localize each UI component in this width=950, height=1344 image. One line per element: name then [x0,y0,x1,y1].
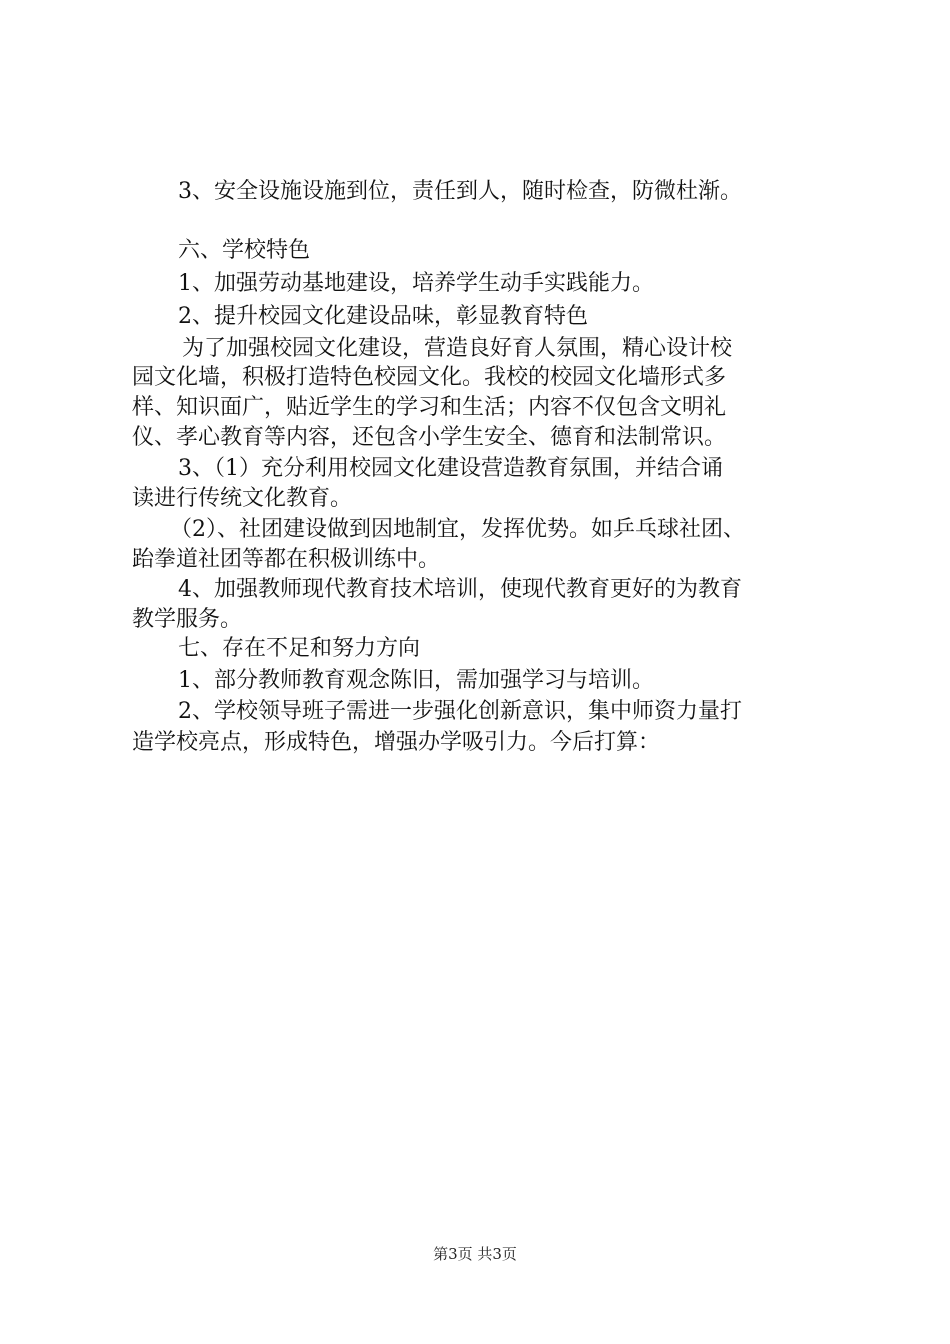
text-line: 样、知识面广，贴近学生的学习和生活；内容不仅包含文明礼 [132,395,727,420]
text-line: 读进行传统文化教育。 [132,486,353,511]
page-footer: 第3页 共3页 [433,1245,517,1263]
text-line: 2、学校领导班子需进一步强化创新意识，集中师资力量打 [178,699,742,724]
text-line: 1、部分教师教育观念陈旧，需加强学习与培训。 [178,668,654,693]
text-line: 跆拳道社团等都在积极训练中。 [132,547,441,572]
text-line: 园文化墙，积极打造特色校园文化。我校的校园文化墙形式多 [132,365,727,390]
text-line: 4、加强教师现代教育技术培训，使现代教育更好的为教育 [178,577,742,602]
section-heading: 七、存在不足和努力方向 [178,636,421,661]
text-line: 仪、孝心教育等内容，还包含小学生安全、德育和法制常识。 [132,425,727,450]
text-line: （2）、社团建设做到因地制宜，发挥优势。如乒乓球社团、 [170,517,745,542]
section-heading: 六、学校特色 [178,238,311,263]
text-line: 教学服务。 [132,607,243,632]
text-line: 3、（1）充分利用校园文化建设营造教育氛围，并结合诵 [178,456,723,481]
text-line: 3、安全设施设施到位，责任到人，随时检查，防微杜渐。 [178,179,742,204]
text-line: 2、提升校园文化建设品味，彰显教育特色 [178,304,588,329]
text-line: 1、加强劳动基地建设，培养学生动手实践能力。 [178,271,654,296]
text-line: 为了加强校园文化建设，营造良好育人氛围，精心设计校 [182,336,733,361]
text-line: 造学校亮点，形成特色，增强办学吸引力。今后打算： [132,730,661,755]
